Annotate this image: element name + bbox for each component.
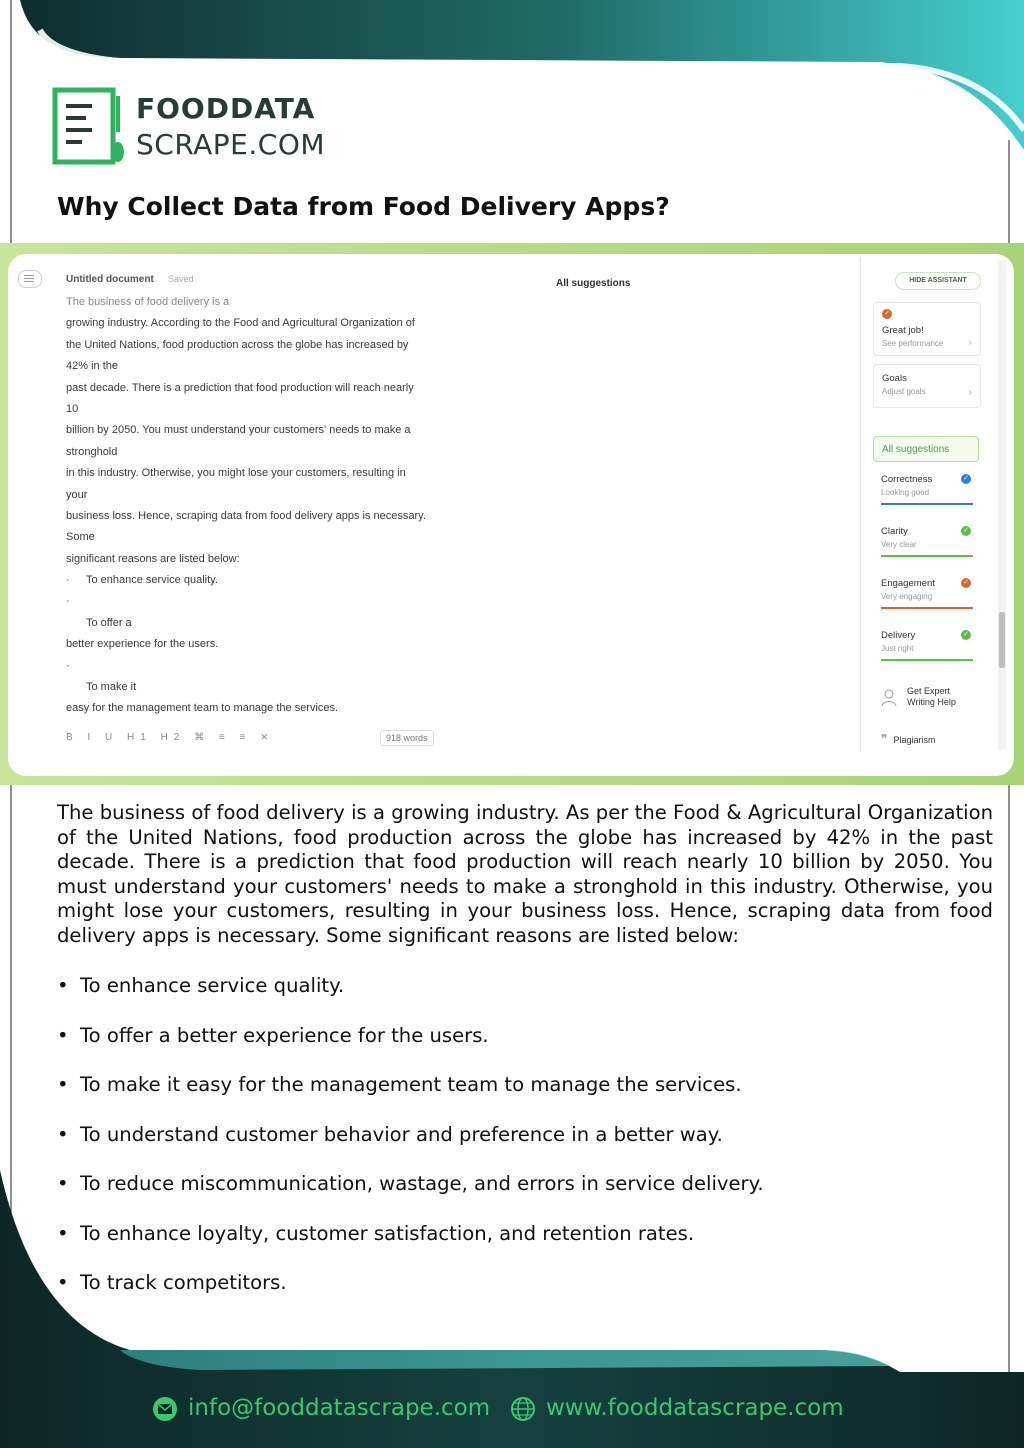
- check-icon: ✓: [961, 526, 971, 536]
- scrollbar[interactable]: [998, 260, 1006, 750]
- list-item: [57, 1071, 764, 1121]
- section-heading: Why Collect Data from Food Delivery Apps?: [57, 192, 670, 221]
- doc-line: business loss. Hence, scraping data from food delivery apps is necessary.: [66, 509, 426, 522]
- doc-line: better experience for the users.: [66, 638, 219, 651]
- great-job-subtitle: See performance: [882, 339, 944, 348]
- doc-line: To make it: [86, 681, 137, 694]
- doc-line: stronghold: [66, 445, 118, 458]
- metric-title: Engagement: [881, 578, 935, 589]
- goals-subtitle: Adjust goals: [882, 387, 926, 396]
- list-item-text: To enhance loyalty, customer satisfaction, and retention rates.: [80, 1221, 695, 1245]
- metric-subtitle: Just right: [881, 644, 914, 653]
- all-suggestions-header: All suggestions: [556, 278, 631, 289]
- list-item: [57, 972, 764, 1022]
- metric-delivery[interactable]: [881, 630, 973, 670]
- all-suggestions-button[interactable]: All suggestions: [873, 436, 979, 462]
- document-title[interactable]: Untitled document: [66, 274, 154, 285]
- list-item-text: To reduce miscommunication, wastage, and errors in service delivery.: [80, 1172, 764, 1195]
- metric-subtitle: Looking good: [881, 488, 930, 497]
- list-item: [57, 1269, 764, 1319]
- doc-line: Some: [66, 531, 95, 544]
- bullet: •: [57, 1271, 69, 1294]
- goals-title: Goals: [882, 373, 907, 384]
- metric-bar: [881, 555, 973, 557]
- metric-title: Delivery: [881, 630, 916, 641]
- quote-icon: ❞: [881, 732, 888, 746]
- check-icon: ✓: [961, 578, 971, 588]
- list-item-text: To track competitors.: [80, 1271, 287, 1294]
- list-item: [57, 1220, 764, 1270]
- metric-title: Correctness: [881, 474, 933, 485]
- check-icon: ✓: [882, 309, 892, 319]
- word-count-button[interactable]: 918 words: [380, 730, 434, 746]
- list-item-text: To understand customer behavior and preference in a better way.: [80, 1122, 723, 1146]
- list-item: [57, 1121, 764, 1171]
- doc-line: past decade. There is a prediction that food production will reach nearly: [66, 381, 414, 394]
- doc-line: significant reasons are listed below:: [66, 552, 240, 565]
- metric-engagement[interactable]: [881, 578, 973, 618]
- doc-line: your: [66, 488, 88, 501]
- great-job-card[interactable]: [873, 302, 981, 356]
- brand-line-2: SCRAPE.COM: [136, 128, 326, 161]
- metric-bar: [881, 607, 973, 609]
- expert-help-line-1: Get Expert: [907, 686, 951, 696]
- list-item: [57, 1170, 764, 1220]
- intro-paragraph: The business of food delivery is a growing industry. As per the Food & Agricultural Organization of the United Nations, food production across the globe has increased by 42% in the past decade. There is a prediction that food production will reach nearly 10 billion by 2050. You must understand your customers' needs to make a stronghold in this industry. Otherwise, you might lose your customers, resulting in your business loss. Hence, scraping data from food delivery apps is necessary. Some significant reasons are listed below:: [57, 801, 993, 947]
- doc-line: To offer a: [86, 616, 132, 629]
- footer-website-text: www.fooddatascrape.com: [546, 1395, 844, 1421]
- doc-line: 10: [66, 402, 79, 415]
- bullet: •: [57, 1073, 69, 1096]
- format-toolbar[interactable]: B I U H1 H2 ⌘ ≡ ≡ ⨯: [66, 732, 275, 743]
- metric-correctness[interactable]: [881, 474, 973, 514]
- menu-document-icon: [52, 86, 124, 166]
- footer-website-link[interactable]: [510, 1395, 844, 1422]
- check-icon: ✓: [961, 474, 971, 484]
- editor-screenshot: [8, 254, 1014, 776]
- doc-line: The business of food delivery is a: [66, 296, 230, 308]
- doc-line: [66, 570, 486, 591]
- bullet: •: [57, 1221, 69, 1245]
- bullet: •: [57, 1172, 69, 1195]
- chevron-right-icon: ›: [968, 387, 972, 398]
- check-icon: ✓: [961, 630, 971, 640]
- mail-icon: [152, 1396, 178, 1422]
- assistant-sidebar: [860, 258, 1009, 752]
- metric-bar: [881, 503, 973, 505]
- metric-clarity[interactable]: [881, 526, 973, 566]
- reasons-list: [57, 972, 764, 1319]
- doc-line: 42% in the: [66, 360, 118, 373]
- doc-line: easy for the management team to manage the services.: [66, 702, 339, 715]
- bullet: •: [57, 974, 69, 997]
- metric-subtitle: Very engaging: [881, 592, 933, 601]
- expert-help-line-2: Writing Help: [907, 697, 956, 707]
- scrollbar-thumb[interactable]: [999, 612, 1005, 668]
- hide-assistant-button[interactable]: HIDE ASSISTANT: [895, 272, 981, 290]
- list-item-text: To make it easy for the management team to manage the services.: [80, 1073, 742, 1096]
- chevron-right-icon: ›: [968, 337, 972, 348]
- list-item-text: To offer a better experience for the users.: [80, 1023, 489, 1047]
- doc-line: ·: [66, 595, 70, 608]
- expert-help-button[interactable]: [881, 686, 956, 708]
- footer-email-text: info@fooddatascrape.com: [188, 1395, 491, 1421]
- plagiarism-button[interactable]: [881, 732, 935, 746]
- doc-line: growing industry. According to the Food and Agricultural Organization of: [66, 317, 415, 330]
- doc-line: billion by 2050. You must understand your customers' needs to make a: [66, 424, 411, 437]
- list-item: [57, 1022, 764, 1072]
- globe-icon: [510, 1396, 536, 1422]
- bullet: •: [57, 1023, 69, 1047]
- user-icon: [881, 688, 901, 708]
- brand-line-1: FOODDATA: [136, 92, 316, 125]
- metric-bar: [881, 659, 973, 661]
- doc-line: the United Nations, food production across the globe has increased by: [66, 338, 409, 351]
- metric-subtitle: Very clear: [881, 540, 917, 549]
- doc-line: ·: [66, 659, 70, 672]
- great-job-title: Great job!: [882, 325, 924, 336]
- goals-card[interactable]: [873, 364, 981, 408]
- bullet: •: [57, 1122, 69, 1146]
- metric-title: Clarity: [881, 526, 908, 537]
- saved-status: Saved: [168, 274, 194, 284]
- footer-email-link[interactable]: [152, 1395, 490, 1422]
- brand-logo: [52, 86, 352, 170]
- doc-line: in this industry. Otherwise, you might lose your customers, resulting in: [66, 467, 406, 480]
- plagiarism-label: Plagiarism: [893, 735, 936, 745]
- document-body[interactable]: [66, 292, 486, 720]
- list-item-text: To enhance service quality.: [80, 974, 345, 997]
- doc-line-text: To enhance service quality.: [86, 574, 218, 587]
- menu-icon[interactable]: [18, 270, 42, 288]
